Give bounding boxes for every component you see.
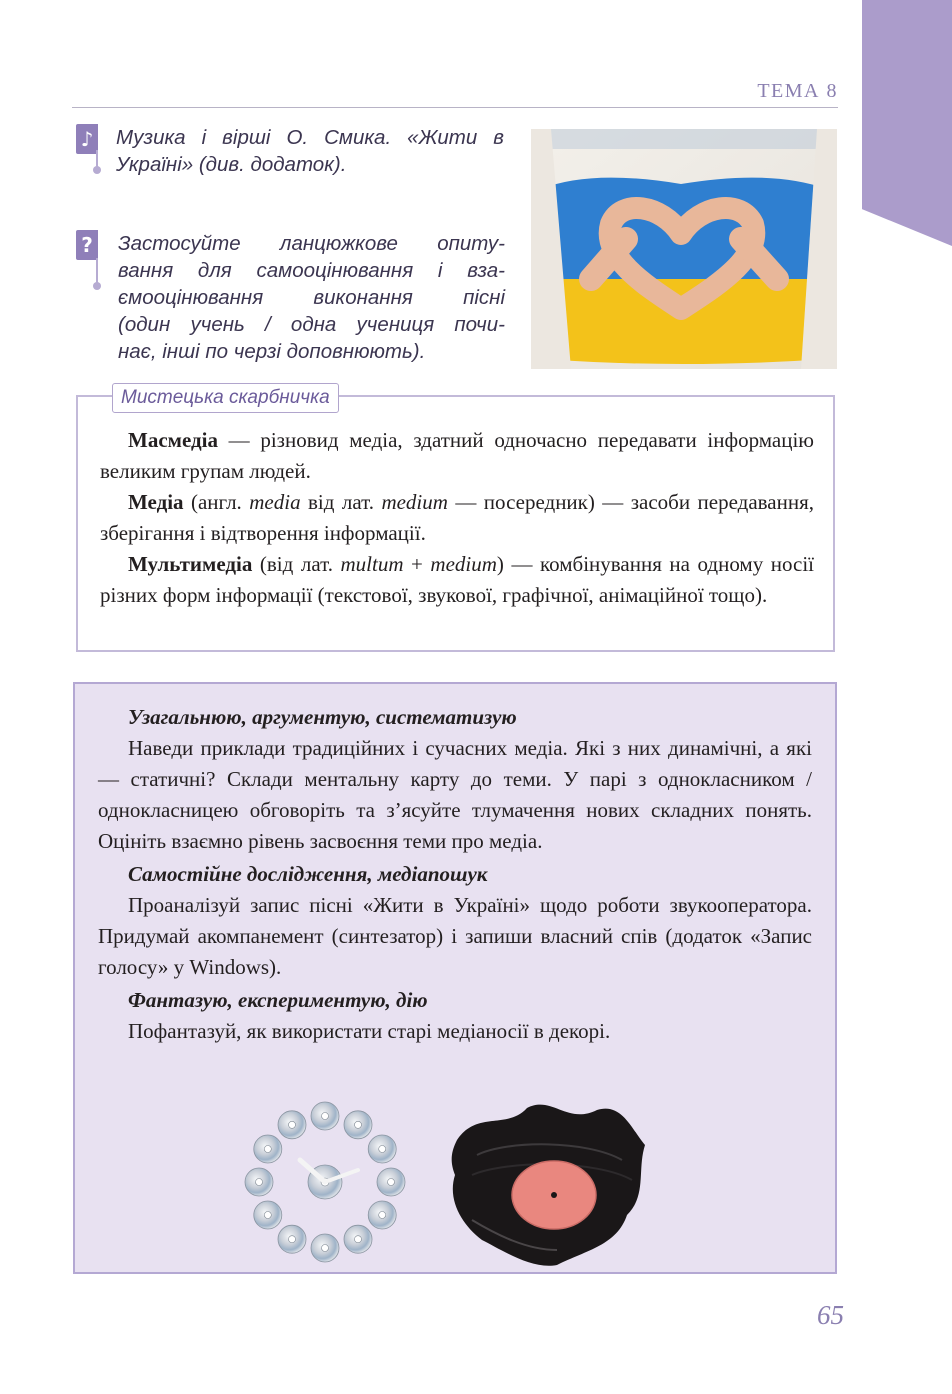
cd-disc-hole [264, 1212, 271, 1219]
music-credit-line: Музика і вірші О. Смика. «Жити в [116, 126, 504, 149]
task-body: Пофантазуй, як використати старі медіаносії в декорі. [128, 1019, 611, 1043]
definition-term: Масмедіа [128, 428, 218, 452]
task-heading: Самостійне дослідження, медіапошук [128, 862, 488, 886]
question-mark-icon-dot [93, 282, 101, 290]
cd-disc-hole [355, 1121, 362, 1128]
definition-media [100, 487, 814, 549]
definition-text: ) — комбінування на одному носії різних форм інформації (текстової, звукової, графічної, анімаційної тощо). [100, 552, 814, 607]
vinyl-center-hole [551, 1192, 557, 1198]
corner-tab-decoration [862, 0, 952, 246]
cd-clock-illustration [240, 1100, 410, 1265]
definition-text: (англ. [183, 490, 250, 514]
question-note [118, 230, 505, 365]
tasks-text [98, 702, 812, 1049]
task-body: Проаналізуй запис пісні «Жити в Україні» щодо роботи звукооператора. Придумай акомпанемент (синтезатор) і запиши власний спів (додаток «Запис голосу» у Windows). [98, 893, 812, 979]
definitions-text [100, 425, 814, 611]
question-line: вання для самооцінювання і вза- [118, 259, 505, 282]
header-rule [72, 107, 838, 108]
definition-massmedia [100, 425, 814, 487]
definition-multimedia [100, 549, 814, 611]
cd-disc-hole [289, 1121, 296, 1128]
music-credit-line: Україні» (див. додаток). [116, 153, 347, 176]
cd-disc-hole [322, 1245, 329, 1252]
music-note-icon: ♪ [76, 124, 98, 154]
hands-heart-photo [531, 129, 837, 369]
definition-text: від лат. [300, 490, 382, 514]
cd-disc-hole [256, 1179, 263, 1186]
definition-text: (від лат. [252, 552, 341, 576]
question-line: (один учень / одна учениця почи- [118, 313, 505, 336]
page-number: 65 [817, 1300, 844, 1330]
cd-disc-hole [379, 1212, 386, 1219]
definition-text: — посередник) — засоби передавання, зберігання і відтворення інформації. [100, 490, 814, 545]
definition-latin-word: multum [340, 552, 404, 576]
definition-text: — різновид медіа, здатний одночасно передавати інформацію великим групам людей. [100, 428, 814, 483]
definition-text: + [403, 552, 431, 576]
cd-disc-hole [379, 1146, 386, 1153]
question-line: нає, інші по черзі доповнюють). [118, 340, 426, 363]
hands-heart-illustration [531, 129, 837, 369]
definition-latin-word: medium [381, 490, 448, 514]
definition-latin-word: medium [430, 552, 497, 576]
cd-disc-hole [322, 1113, 329, 1120]
definition-term: Медіа [128, 490, 184, 514]
task-heading: Узагальнюю, аргументую, систематизую [128, 705, 517, 729]
cd-disc-hole [289, 1236, 296, 1243]
definition-term: Мультимедіа [128, 552, 253, 576]
task-body: Наведи приклади традиційних і сучасних медіа. Які з них динамічні, а які — статичні? Склади ментальну карту до теми. У парі з однокласником / однокласницею обговоріть та з’ясуйте тлумачення нових складних понять. Оцініть взаємно рівень засвоєння теми про медіа. [98, 736, 812, 853]
question-mark-icon: ? [76, 230, 98, 260]
question-line: Застосуйте ланцюжкове опиту- [118, 232, 505, 255]
vinyl-bowl-image [447, 1100, 647, 1270]
cd-disc-hole [388, 1179, 395, 1186]
cd-clock-image [240, 1100, 410, 1265]
task-heading: Фантазую, експериментую, дію [128, 988, 428, 1012]
question-mark-icon-stem [96, 258, 98, 284]
music-note-icon-dot [93, 166, 101, 174]
vinyl-bowl-illustration [447, 1100, 647, 1270]
art-treasury-title: Мистецька скарбничка [112, 383, 339, 413]
cd-disc-hole [264, 1146, 271, 1153]
cd-disc-hole [355, 1236, 362, 1243]
topic-label: ТЕМА 8 [757, 80, 838, 102]
question-line: ємооцінювання виконання пісні [118, 286, 505, 309]
definition-latin-word: media [249, 490, 301, 514]
music-credit-note [116, 124, 504, 178]
